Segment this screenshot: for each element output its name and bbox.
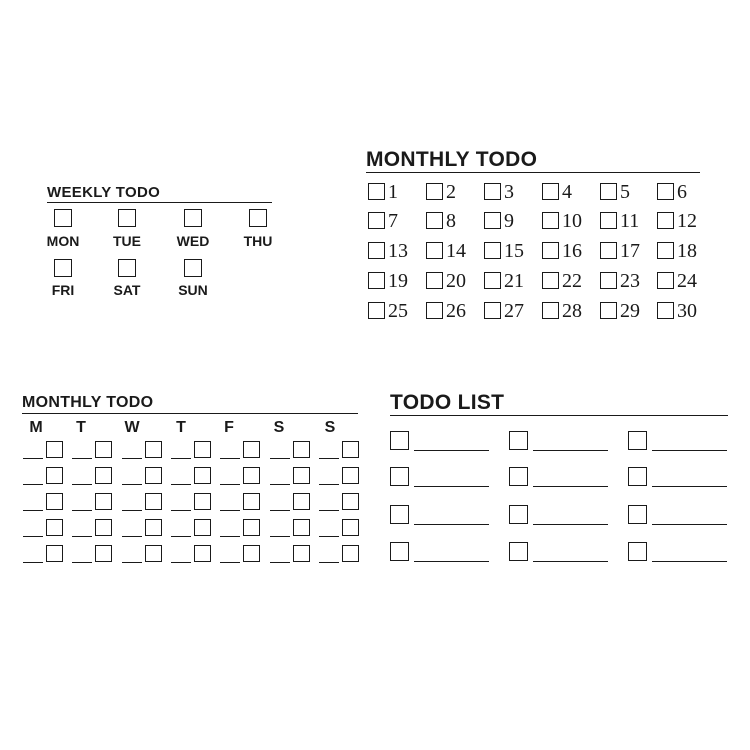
todo-checkbox[interactable] bbox=[509, 542, 528, 561]
calendar-cell-line bbox=[72, 458, 92, 459]
calendar-cell-line bbox=[72, 484, 92, 485]
monthly-calendar-title: MONTHLY TODO bbox=[22, 394, 154, 411]
calendar-cell-checkbox[interactable] bbox=[342, 545, 359, 562]
monthly-day-number: 5 bbox=[620, 181, 630, 203]
monthly-day-number: 12 bbox=[677, 210, 697, 232]
monthly-day-number: 9 bbox=[504, 210, 514, 232]
todo-entry-line[interactable] bbox=[652, 486, 727, 487]
monthly-day-checkbox[interactable] bbox=[368, 302, 385, 319]
calendar-cell-line bbox=[270, 536, 290, 537]
calendar-cell-checkbox[interactable] bbox=[194, 493, 211, 510]
calendar-cell-line bbox=[319, 562, 339, 563]
monthly-day-checkbox[interactable] bbox=[426, 183, 443, 200]
monthly-day-checkbox[interactable] bbox=[542, 183, 559, 200]
calendar-cell-line bbox=[122, 458, 142, 459]
calendar-cell-checkbox[interactable] bbox=[243, 441, 260, 458]
monthly-day-checkbox[interactable] bbox=[368, 242, 385, 259]
monthly-day-number: 7 bbox=[388, 210, 398, 232]
todo-checkbox[interactable] bbox=[390, 431, 409, 450]
monthly-day-checkbox[interactable] bbox=[484, 302, 501, 319]
weekly-day-label: THU bbox=[243, 233, 273, 249]
calendar-cell-line bbox=[220, 562, 240, 563]
todo-checkbox[interactable] bbox=[390, 467, 409, 486]
todo-checkbox[interactable] bbox=[628, 467, 647, 486]
calendar-cell-line bbox=[72, 562, 92, 563]
todo-entry-line[interactable] bbox=[414, 450, 489, 451]
calendar-cell-checkbox[interactable] bbox=[194, 467, 211, 484]
calendar-cell-line bbox=[72, 510, 92, 511]
calendar-cell-line bbox=[220, 484, 240, 485]
calendar-cell-checkbox[interactable] bbox=[145, 493, 162, 510]
todo-entry-line[interactable] bbox=[652, 450, 727, 451]
weekly-day-label: WED bbox=[176, 233, 210, 249]
calendar-cell-line bbox=[23, 484, 43, 485]
weekly-day-checkbox[interactable] bbox=[184, 259, 202, 277]
calendar-cell-line bbox=[122, 484, 142, 485]
calendar-cell-checkbox[interactable] bbox=[194, 441, 211, 458]
todo-checkbox[interactable] bbox=[628, 431, 647, 450]
calendar-cell-checkbox[interactable] bbox=[293, 545, 310, 562]
todo-entry-line[interactable] bbox=[652, 524, 727, 525]
monthly-day-checkbox[interactable] bbox=[542, 242, 559, 259]
monthly-day-checkbox[interactable] bbox=[600, 302, 617, 319]
calendar-cell-checkbox[interactable] bbox=[46, 493, 63, 510]
monthly-day-number: 11 bbox=[620, 210, 640, 232]
calendar-cell-line bbox=[171, 510, 191, 511]
calendar-cell-line bbox=[319, 510, 339, 511]
monthly-day-number: 29 bbox=[620, 300, 640, 322]
calendar-cell-checkbox[interactable] bbox=[342, 441, 359, 458]
calendar-cell-checkbox[interactable] bbox=[46, 467, 63, 484]
monthly-day-checkbox[interactable] bbox=[484, 212, 501, 229]
monthly-day-number: 17 bbox=[620, 240, 640, 262]
monthly-day-checkbox[interactable] bbox=[542, 302, 559, 319]
calendar-cell-line bbox=[171, 536, 191, 537]
weekly-todo-rule bbox=[47, 202, 272, 203]
todo-entry-line[interactable] bbox=[533, 450, 608, 451]
todo-list-rule bbox=[390, 415, 728, 416]
calendar-cell-line bbox=[220, 458, 240, 459]
todo-checkbox[interactable] bbox=[390, 505, 409, 524]
monthly-day-number: 19 bbox=[388, 270, 408, 292]
calendar-cell-line bbox=[122, 536, 142, 537]
weekly-day-checkbox[interactable] bbox=[54, 209, 72, 227]
calendar-cell-line bbox=[319, 484, 339, 485]
calendar-cell-checkbox[interactable] bbox=[194, 519, 211, 536]
monthly-day-number: 14 bbox=[446, 240, 466, 262]
weekly-day-label: TUE bbox=[113, 233, 141, 249]
calendar-cell-checkbox[interactable] bbox=[243, 519, 260, 536]
calendar-cell-line bbox=[23, 536, 43, 537]
monthly-day-number: 26 bbox=[446, 300, 466, 322]
weekly-todo-title: WEEKLY TODO bbox=[47, 184, 161, 201]
monthly-day-number: 28 bbox=[562, 300, 582, 322]
calendar-cell-line bbox=[270, 458, 290, 459]
monthly-day-number: 13 bbox=[388, 240, 408, 262]
weekly-day-label: FRI bbox=[51, 282, 75, 298]
monthly-day-number: 15 bbox=[504, 240, 524, 262]
weekday-label: W bbox=[124, 419, 140, 436]
monthly-day-checkbox[interactable] bbox=[542, 212, 559, 229]
calendar-cell-line bbox=[319, 458, 339, 459]
todo-entry-line[interactable] bbox=[652, 561, 727, 562]
monthly-todo-rule bbox=[366, 172, 700, 173]
calendar-cell-checkbox[interactable] bbox=[46, 545, 63, 562]
calendar-cell-line bbox=[270, 484, 290, 485]
monthly-day-number: 23 bbox=[620, 270, 640, 292]
monthly-day-checkbox[interactable] bbox=[657, 183, 674, 200]
monthly-day-checkbox[interactable] bbox=[426, 302, 443, 319]
calendar-cell-checkbox[interactable] bbox=[145, 441, 162, 458]
weekday-label: S bbox=[273, 419, 285, 436]
weekly-day-label: SAT bbox=[113, 282, 141, 298]
todo-checkbox[interactable] bbox=[628, 542, 647, 561]
todo-checkbox[interactable] bbox=[390, 542, 409, 561]
weekday-label: F bbox=[224, 419, 234, 436]
calendar-cell-checkbox[interactable] bbox=[293, 493, 310, 510]
calendar-cell-checkbox[interactable] bbox=[95, 441, 112, 458]
todo-checkbox[interactable] bbox=[509, 505, 528, 524]
calendar-cell-line bbox=[122, 510, 142, 511]
monthly-day-number: 3 bbox=[504, 181, 514, 203]
calendar-cell-checkbox[interactable] bbox=[342, 519, 359, 536]
calendar-cell-line bbox=[220, 536, 240, 537]
monthly-day-number: 6 bbox=[677, 181, 687, 203]
monthly-day-checkbox[interactable] bbox=[484, 183, 501, 200]
monthly-day-number: 21 bbox=[504, 270, 524, 292]
monthly-day-checkbox[interactable] bbox=[368, 272, 385, 289]
monthly-day-number: 10 bbox=[562, 210, 582, 232]
monthly-day-number: 16 bbox=[562, 240, 582, 262]
todo-checkbox[interactable] bbox=[509, 467, 528, 486]
monthly-day-checkbox[interactable] bbox=[484, 242, 501, 259]
calendar-cell-line bbox=[171, 562, 191, 563]
monthly-day-checkbox[interactable] bbox=[484, 272, 501, 289]
calendar-cell-checkbox[interactable] bbox=[145, 467, 162, 484]
calendar-cell-checkbox[interactable] bbox=[46, 441, 63, 458]
weekly-day-checkbox[interactable] bbox=[118, 259, 136, 277]
calendar-cell-checkbox[interactable] bbox=[95, 519, 112, 536]
calendar-cell-checkbox[interactable] bbox=[194, 545, 211, 562]
calendar-cell-checkbox[interactable] bbox=[342, 493, 359, 510]
monthly-day-checkbox[interactable] bbox=[600, 272, 617, 289]
todo-checkbox[interactable] bbox=[628, 505, 647, 524]
monthly-day-checkbox[interactable] bbox=[368, 183, 385, 200]
calendar-cell-line bbox=[270, 510, 290, 511]
monthly-day-number: 30 bbox=[677, 300, 697, 322]
monthly-day-number: 20 bbox=[446, 270, 466, 292]
monthly-day-number: 22 bbox=[562, 270, 582, 292]
todo-entry-line[interactable] bbox=[533, 524, 608, 525]
calendar-cell-checkbox[interactable] bbox=[145, 519, 162, 536]
calendar-cell-checkbox[interactable] bbox=[95, 467, 112, 484]
calendar-cell-checkbox[interactable] bbox=[95, 545, 112, 562]
calendar-cell-line bbox=[171, 484, 191, 485]
calendar-cell-checkbox[interactable] bbox=[95, 493, 112, 510]
monthly-day-number: 2 bbox=[446, 181, 456, 203]
calendar-cell-checkbox[interactable] bbox=[342, 467, 359, 484]
monthly-day-checkbox[interactable] bbox=[542, 272, 559, 289]
calendar-cell-line bbox=[72, 536, 92, 537]
weekly-day-label: MON bbox=[46, 233, 80, 249]
calendar-cell-line bbox=[122, 562, 142, 563]
monthly-day-number: 25 bbox=[388, 300, 408, 322]
calendar-cell-checkbox[interactable] bbox=[243, 467, 260, 484]
weekday-label: T bbox=[76, 419, 86, 436]
monthly-day-number: 27 bbox=[504, 300, 524, 322]
todo-checkbox[interactable] bbox=[509, 431, 528, 450]
monthly-calendar-rule bbox=[22, 413, 358, 414]
calendar-cell-checkbox[interactable] bbox=[145, 545, 162, 562]
calendar-cell-line bbox=[220, 510, 240, 511]
monthly-day-number: 8 bbox=[446, 210, 456, 232]
monthly-day-number: 24 bbox=[677, 270, 697, 292]
monthly-day-checkbox[interactable] bbox=[426, 212, 443, 229]
calendar-cell-checkbox[interactable] bbox=[46, 519, 63, 536]
calendar-cell-line bbox=[23, 458, 43, 459]
weekly-day-checkbox[interactable] bbox=[118, 209, 136, 227]
monthly-day-checkbox[interactable] bbox=[657, 302, 674, 319]
calendar-cell-checkbox[interactable] bbox=[243, 493, 260, 510]
monthly-day-checkbox[interactable] bbox=[657, 242, 674, 259]
weekday-label: S bbox=[324, 419, 336, 436]
weekday-label: T bbox=[176, 419, 186, 436]
todo-entry-line[interactable] bbox=[533, 486, 608, 487]
weekly-day-checkbox[interactable] bbox=[249, 209, 267, 227]
calendar-cell-line bbox=[23, 562, 43, 563]
todo-entry-line[interactable] bbox=[414, 524, 489, 525]
monthly-day-checkbox[interactable] bbox=[600, 242, 617, 259]
calendar-cell-line bbox=[270, 562, 290, 563]
todo-list-title: TODO LIST bbox=[390, 391, 505, 414]
weekly-day-checkbox[interactable] bbox=[184, 209, 202, 227]
monthly-day-number: 1 bbox=[388, 181, 398, 203]
calendar-cell-line bbox=[171, 458, 191, 459]
calendar-cell-line bbox=[319, 536, 339, 537]
todo-entry-line[interactable] bbox=[414, 561, 489, 562]
monthly-day-number: 18 bbox=[677, 240, 697, 262]
weekday-label: M bbox=[29, 419, 43, 436]
monthly-day-checkbox[interactable] bbox=[600, 183, 617, 200]
todo-entry-line[interactable] bbox=[533, 561, 608, 562]
calendar-cell-checkbox[interactable] bbox=[293, 441, 310, 458]
monthly-day-checkbox[interactable] bbox=[657, 272, 674, 289]
monthly-day-checkbox[interactable] bbox=[600, 212, 617, 229]
weekly-day-checkbox[interactable] bbox=[54, 259, 72, 277]
calendar-cell-checkbox[interactable] bbox=[293, 467, 310, 484]
calendar-cell-checkbox[interactable] bbox=[293, 519, 310, 536]
todo-entry-line[interactable] bbox=[414, 486, 489, 487]
monthly-day-checkbox[interactable] bbox=[368, 212, 385, 229]
monthly-day-checkbox[interactable] bbox=[426, 272, 443, 289]
monthly-day-checkbox[interactable] bbox=[657, 212, 674, 229]
monthly-todo-title: MONTHLY TODO bbox=[366, 148, 538, 171]
monthly-day-checkbox[interactable] bbox=[426, 242, 443, 259]
weekly-day-label: SUN bbox=[178, 282, 208, 298]
calendar-cell-checkbox[interactable] bbox=[243, 545, 260, 562]
monthly-day-number: 4 bbox=[562, 181, 572, 203]
calendar-cell-line bbox=[23, 510, 43, 511]
